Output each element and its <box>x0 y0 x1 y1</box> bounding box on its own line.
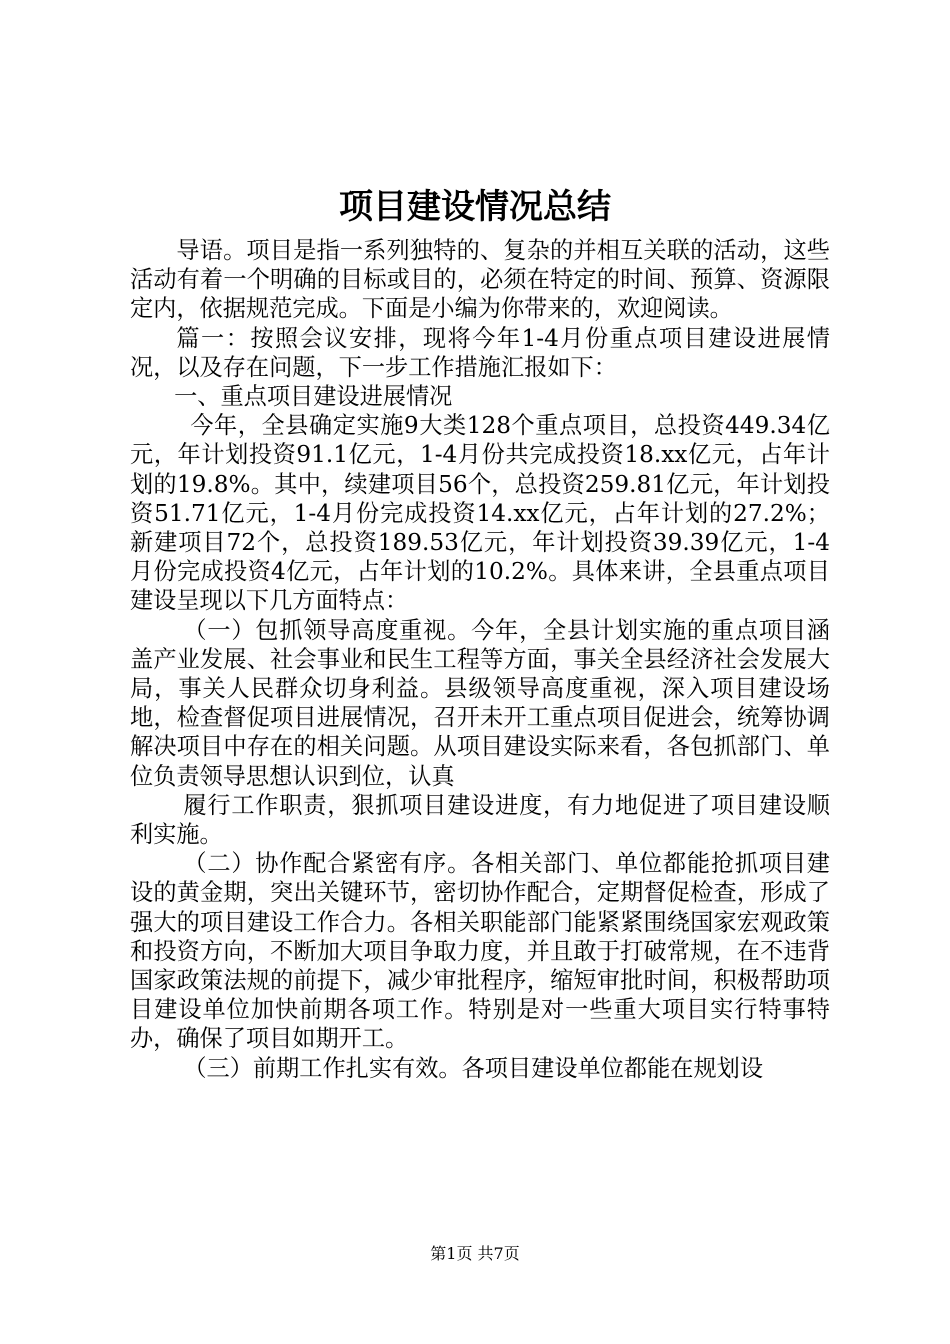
progress-paragraph: 今年，全县确定实施9大类128个重点项目，总投资449.34亿元，年计划投资91.1亿元，1-4月份共完成投资18.xx亿元，占年计划的19.8%。其中，续建项目56个，总投资259.81亿元，年计划投资51.71亿元，1-4月份完成投资14.xx亿元，占年计划的27.2%；新建项目72个，总投资189.53亿元，年计划投资39.39亿元，1-4月份完成投资4亿元，占年计划的10.2%。具体来讲，全县重点项目建设呈现以下几方面特点： <box>130 412 830 615</box>
page-footer: 第1页 共7页 <box>430 1244 520 1263</box>
section-heading: 一、重点项目建设进展情况 <box>174 383 453 411</box>
intro-paragraph: 导语。项目是指一系列独特的、复杂的并相互关联的活动，这些活动有着一个明确的目标或目的，必须在特定的时间、预算、资源限定内，依据规范完成。下面是小编为你带来的，欢迎阅读。 <box>130 237 830 323</box>
point-three-paragraph: （三）前期工作扎实有效。各项目建设单位都能在规划设 <box>183 1054 764 1082</box>
document-body <box>130 236 830 1083</box>
point-one-paragraph: （一）包抓领导高度重视。今年，全县计划实施的重点项目涵盖产业发展、社会事业和民生工程等方面，事关全县经济社会发展大局，事关人民群众切身利益。县级领导高度重视，深入项目建设场地，检查督促项目进展情况，召开未开工重点项目促进会，统筹协调解决项目中存在的相关问题。从项目建设实际来看，各包抓部门、单位负责领导思想认识到位，认真 <box>130 616 830 790</box>
document-title: 项目建设情况总结 <box>339 187 611 227</box>
point-one-continued: 履行工作职责，狠抓项目建设进度，有力地促进了项目建设顺利实施。 <box>130 791 830 849</box>
point-two-paragraph: （二）协作配合紧密有序。各相关部门、单位都能抢抓项目建设的黄金期，突出关键环节，密切协作配合，定期督促检查，形成了强大的项目建设工作合力。各相关职能部门能紧紧围绕国家宏观政策和投资方向，不断加大项目争取力度，并且敢于打破常规，在不违背国家政策法规的前提下，减少审批程序，缩短审批时间，积极帮助项目建设单位加快前期各项工作。特别是对一些重大项目实行特事特办，确保了项目如期开工。 <box>130 850 830 1053</box>
part-one-paragraph: 篇一：按照会议安排，现将今年1-4月份重点项目建设进展情况，以及存在问题，下一步工作措施汇报如下： <box>130 324 830 381</box>
